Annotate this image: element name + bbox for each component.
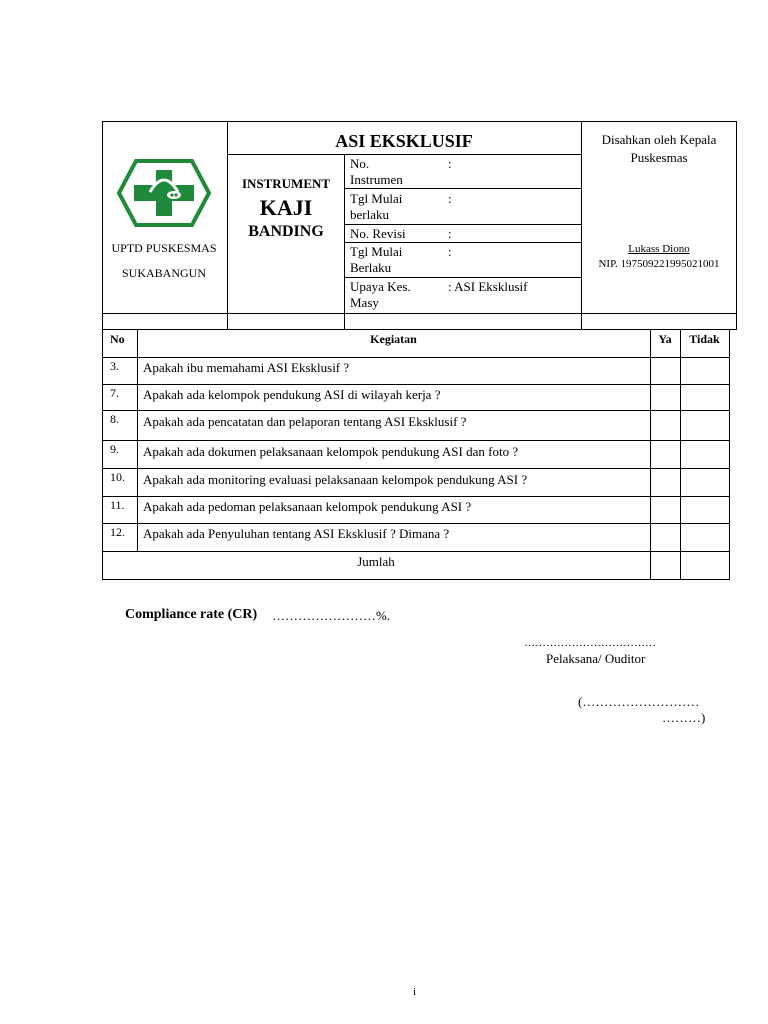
field-label-no-instrumen: No. [350,156,370,171]
row-question: Apakah ada monitoring evaluasi pelaksanaan kelompok pendukung ASI ? [143,472,528,487]
instrument-label: INSTRUMENT [241,176,331,191]
row-question: Apakah ada kelompok pendukung ASI di wilayah kerja ? [143,387,441,402]
executor-dots: ……………………………… [524,637,656,649]
field-value-tgl-berlaku: : [448,244,452,259]
field-label-upaya: Upaya Kes. [350,279,411,294]
field-label-tgl-mulai-2: berlaku [350,207,389,222]
col-header-tidak: Tidak [689,332,720,346]
field-value-tgl-mulai: : [448,191,452,206]
row-number: 11. [110,498,125,512]
signature-open: (……………………… [578,694,700,709]
executor-label: Pelaksana/ Ouditor [546,651,646,666]
field-value-no-instrumen: : [448,156,452,171]
row-number: 12. [110,525,125,539]
instrument-banding: BANDING [248,223,324,240]
row-question: Apakah ada pencatatan dan pelaporan tentang ASI Eksklusif ? [143,414,467,429]
instrument-kaji: KAJI [259,195,313,220]
row-question: Apakah ada Penyuluhan tentang ASI Eksklusif ? Dimana ? [143,526,450,541]
org-name-line2: SUKABANGUN [121,266,206,280]
row-number: 10. [110,470,125,484]
field-label-no-instrumen-2: Instrumen [350,172,403,187]
field-value-no-revisi: : [448,226,452,241]
row-number: 7. [110,386,119,400]
row-question: Apakah ibu memahami ASI Eksklusif ? [143,360,350,375]
org-name-line1: UPTD PUSKESMAS [111,241,217,255]
field-label-tgl-berlaku: Tgl Mulai [350,244,403,259]
compliance-label: Compliance rate (CR) [125,607,258,622]
page-number: i [413,986,417,998]
approval-line1: Disahkan oleh Kepala [601,132,717,147]
col-header-kegiatan: Kegiatan [370,332,417,346]
col-header-no: No [110,332,125,346]
field-label-tgl-berlaku-2: Berlaku [350,260,392,275]
document-title: ASI EKSKLUSIF [335,131,473,151]
field-label-tgl-mulai: Tgl Mulai [350,191,403,206]
field-value-upaya: : ASI Eksklusif [448,279,528,294]
col-header-ya: Ya [658,332,672,346]
row-question: Apakah ada dokumen pelaksanaan kelompok pendukung ASI dan foto ? [143,444,519,459]
total-label: Jumlah [357,554,395,569]
row-number: 9. [110,442,119,456]
approval-line2: Puskesmas [630,150,688,165]
field-label-no-revisi: No. Revisi [350,226,406,241]
row-number: 3. [110,359,119,373]
signer-name: Lukass Diono [628,243,690,255]
row-question: Apakah ada pedoman pelaksanaan kelompok pendukung ASI ? [143,499,472,514]
signature-close: ………) [662,710,706,725]
signer-nip: NIP. 197509221995021001 [598,258,720,270]
row-number: 8. [110,412,119,426]
compliance-value: ……………………%. [272,608,391,623]
field-label-upaya-2: Masy [350,295,379,310]
puskesmas-logo [116,158,212,228]
